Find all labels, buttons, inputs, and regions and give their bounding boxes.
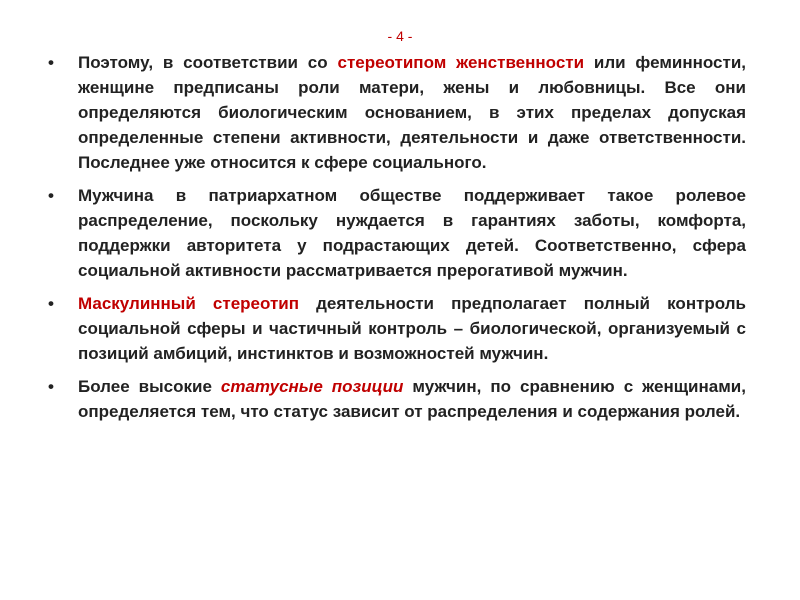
bullet-item bbox=[46, 183, 746, 283]
text-segment: деятельности предполагает полный контроль социальной сферы и частичный контроль – биологической, организуемый с позиций амбиций, инстинктов и возможностей мужчин. bbox=[78, 294, 747, 363]
bullet-item bbox=[46, 374, 746, 424]
bullet-list bbox=[46, 50, 746, 432]
page-number: - 4 - bbox=[387, 28, 413, 44]
bullet-icon: • bbox=[48, 294, 54, 313]
bullet-item bbox=[46, 291, 746, 366]
highlight-term-masculine-stereotype: Маскулинный стереотип bbox=[78, 294, 299, 313]
highlight-term-status-positions: статусные позиции bbox=[220, 377, 404, 396]
text-segment: мужчин, по сравнению с женщинами, определяется тем, что статус зависит от распределения и содержания ролей. bbox=[78, 377, 746, 421]
bullet-item bbox=[46, 50, 746, 175]
highlight-term-femininity-stereotype: стереотипом женственности bbox=[337, 53, 585, 72]
bullet-icon: • bbox=[48, 186, 54, 205]
text-segment: Мужчина в патриархатном обществе поддерживает такое ролевое распределение, поскольку нуждается в гарантиях заботы, комфорта, поддержки авторитета у подрастающих детей. Соответственно, сфера социальной активности рассматривается прерогативой мужчин. bbox=[78, 186, 746, 280]
text-segment: Более высокие bbox=[78, 377, 221, 396]
text-segment: или феминности, женщине предписаны роли матери, жены и любовницы. Все они определяются биологическим основанием, в этих пределах допуская определенные степени активности, деятельности и даже ответственности. Последнее уже относится к сфере социального. bbox=[78, 53, 746, 172]
text-segment: Поэтому, в соответствии со bbox=[78, 53, 338, 72]
bullet-icon: • bbox=[48, 53, 54, 72]
bullet-icon: • bbox=[48, 377, 54, 396]
